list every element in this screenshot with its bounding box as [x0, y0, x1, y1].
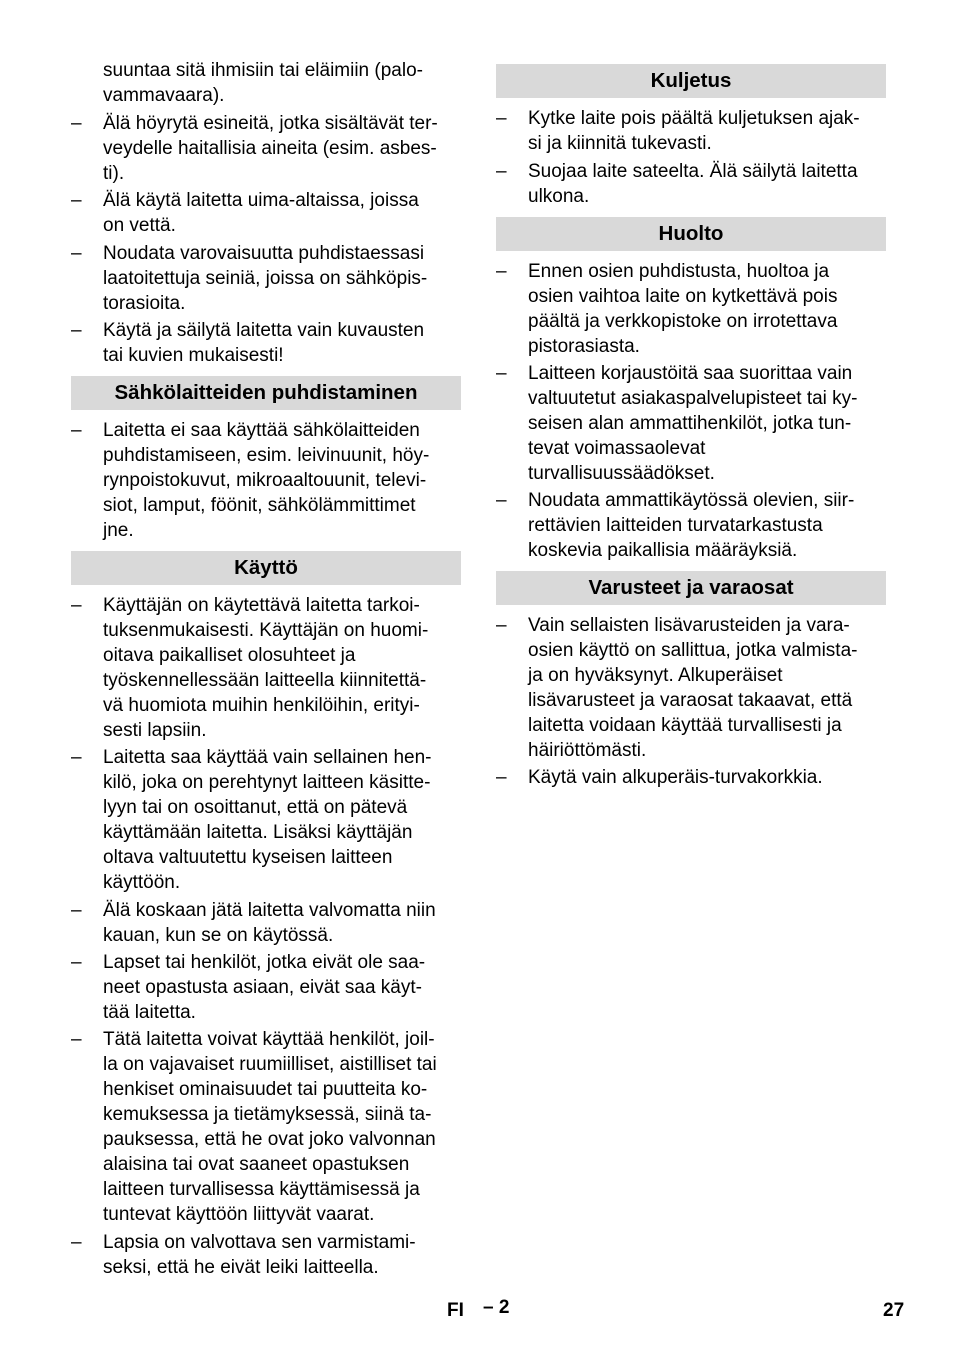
page-number: 27: [883, 1300, 905, 1321]
bullet-dash: –: [496, 108, 507, 129]
text-line: henkiset ominaisuudet tai puutteita ko-: [103, 1079, 428, 1100]
text-line: siot, lamput, föönit, sähkölämmittimet: [103, 495, 416, 516]
text-line: pistorasiasta.: [528, 336, 640, 357]
text-line: Lapsia on valvottava sen varmistami-: [103, 1232, 416, 1253]
text-line: Tätä laitetta voivat käyttää henkilöt, joil-: [103, 1029, 435, 1050]
bullet-dash: –: [71, 1029, 82, 1050]
bullet-dash: –: [71, 320, 82, 341]
text-line: Laitetta saa käyttää vain sellainen hen-: [103, 747, 432, 768]
bullet-dash: –: [71, 747, 82, 768]
text-line: veydelle haitallisia aineita (esim. asbes-: [103, 138, 437, 159]
text-line: työskennellessään laitteella kiinnitettä-: [103, 670, 427, 691]
text-line: käyttämään laitetta. Lisäksi käyttäjän: [103, 822, 413, 843]
text-line: pauksessa, että he ovat joko valvonnan: [103, 1129, 436, 1150]
text-line: Kytke laite pois päältä kuljetuksen ajak-: [528, 108, 860, 129]
text-line: rettävien laitteiden turvatarkastusta: [528, 515, 823, 536]
text-line: oltava valtuutettu kyseisen laitteen: [103, 847, 393, 868]
text-line: lyyn tai on osoittanut, että on pätevä: [103, 797, 408, 818]
bullet-dash: –: [71, 952, 82, 973]
text-line: on vettä.: [103, 215, 176, 236]
text-line: tevat voimassaolevat: [528, 438, 706, 459]
text-line: la on vajavaiset ruumiilliset, aistilliset tai: [103, 1054, 437, 1075]
section-heading: Huolto: [496, 217, 886, 251]
bullet-dash: –: [496, 161, 507, 182]
text-line: laitteen turvallisessa käyttämisessä ja: [103, 1179, 420, 1200]
text-line: neet opastusta asiaan, eivät saa käyt-: [103, 977, 422, 998]
section-heading: Kuljetus: [496, 64, 886, 98]
text-line: Laitetta ei saa käyttää sähkölaitteiden: [103, 420, 420, 441]
text-line: käyttöön.: [103, 872, 181, 893]
text-line: oitava paikalliset olosuhteet ja: [103, 645, 356, 666]
text-line: Käytä vain alkuperäis-turvakorkkia.: [528, 767, 823, 788]
text-line: Käyttäjän on käytettävä laitetta tarkoi-: [103, 595, 420, 616]
text-line: Vain sellaisten lisävarusteiden ja vara-: [528, 615, 850, 636]
bullet-dash: –: [71, 190, 82, 211]
section-heading: Varusteet ja varaosat: [496, 571, 886, 605]
text-line: lisävarusteet ja varaosat takaavat, että: [528, 690, 853, 711]
text-line: koskevia paikallisia määräyksiä.: [528, 540, 798, 561]
text-line: rynpoistokuvut, mikroaaltouunit, televi-: [103, 470, 427, 491]
text-line: kilö, joka on perehtynyt laitteen käsitte-: [103, 772, 431, 793]
text-line: laatoitettuja seiniä, joissa on sähköpis-: [103, 268, 428, 289]
text-line: Älä koskaan jätä laitetta valvomatta niin: [103, 900, 436, 921]
text-line: ja on hyväksynyt. Alkuperäiset: [528, 665, 783, 686]
bullet-dash: –: [496, 615, 507, 636]
text-line: valtuutetut asiakaspalvelupisteet tai ky-: [528, 388, 858, 409]
bullet-dash: –: [496, 767, 507, 788]
text-line: Noudata varovaisuutta puhdistaessasi: [103, 243, 425, 264]
bullet-dash: –: [71, 900, 82, 921]
text-line: ulkona.: [528, 186, 590, 207]
bullet-dash: –: [71, 1232, 82, 1253]
text-line: kemuksessa ja tietämyksessä, siinä ta-: [103, 1104, 432, 1125]
text-line: häiriöttömästi.: [528, 740, 647, 761]
section-heading: Sähkölaitteiden puhdistaminen: [71, 376, 461, 410]
text-line: kauan, kun se on käytössä.: [103, 925, 334, 946]
text-line: turvallisuussäädökset.: [528, 463, 715, 484]
text-line: Ennen osien puhdistusta, huoltoa ja: [528, 261, 830, 282]
language-code: FI: [447, 1300, 464, 1321]
text-line: seisen alan ammattihenkilöt, jotka tun-: [528, 413, 852, 434]
text-line: tuntevat käyttöön liittyvät vaarat.: [103, 1204, 375, 1225]
bullet-dash: –: [71, 595, 82, 616]
text-line: torasioita.: [103, 293, 186, 314]
text-line: Noudata ammattikäytössä olevien, siir-: [528, 490, 855, 511]
bullet-dash: –: [496, 490, 507, 511]
bullet-dash: –: [496, 363, 507, 384]
text-line: laitetta voidaan käyttää turvallisesti ja: [528, 715, 842, 736]
text-line: Älä käytä laitetta uima-altaissa, joissa: [103, 190, 419, 211]
text-line: päältä ja verkkopistoke on irrotettava: [528, 311, 838, 332]
text-line: alaisina tai ovat saaneet opastuksen: [103, 1154, 410, 1175]
section-heading: Käyttö: [71, 551, 461, 585]
text-line: tää laitetta.: [103, 1002, 196, 1023]
text-line: Käytä ja säilytä laitetta vain kuvausten: [103, 320, 425, 341]
text-line: Laitteen korjaustöitä saa suorittaa vain: [528, 363, 853, 384]
text-line: tuksenmukaisesti. Käyttäjän on huomi-: [103, 620, 429, 641]
bullet-dash: –: [71, 420, 82, 441]
text-line: tai kuvien mukaisesti!: [103, 345, 284, 366]
text-line: puhdistamiseen, esim. leivinuunit, höy-: [103, 445, 430, 466]
text-line: ti).: [103, 163, 125, 184]
text-line: Lapset tai henkilöt, jotka eivät ole saa-: [103, 952, 426, 973]
text-line: Suojaa laite sateelta. Älä säilytä laitetta: [528, 161, 858, 182]
text-line: osien käyttö on sallittua, jotka valmista-: [528, 640, 858, 661]
text-line: si ja kiinnitä tukevasti.: [528, 133, 712, 154]
section-page-number: – 2: [483, 1297, 510, 1318]
text-line: jne.: [103, 520, 134, 541]
bullet-dash: –: [496, 261, 507, 282]
text-line: suuntaa sitä ihmisiin tai eläimiin (palo-: [103, 60, 423, 81]
text-line: Älä höyrytä esineitä, jotka sisältävät ter-: [103, 113, 438, 134]
bullet-dash: –: [71, 113, 82, 134]
text-line: sesti lapsiin.: [103, 720, 207, 741]
text-line: osien vaihtoa laite on kytkettävä pois: [528, 286, 838, 307]
text-line: seksi, että he eivät leiki laitteella.: [103, 1257, 379, 1278]
bullet-dash: –: [71, 243, 82, 264]
text-line: vä huomiota muihin henkilöihin, erityi-: [103, 695, 420, 716]
text-line: vammavaara).: [103, 85, 225, 106]
